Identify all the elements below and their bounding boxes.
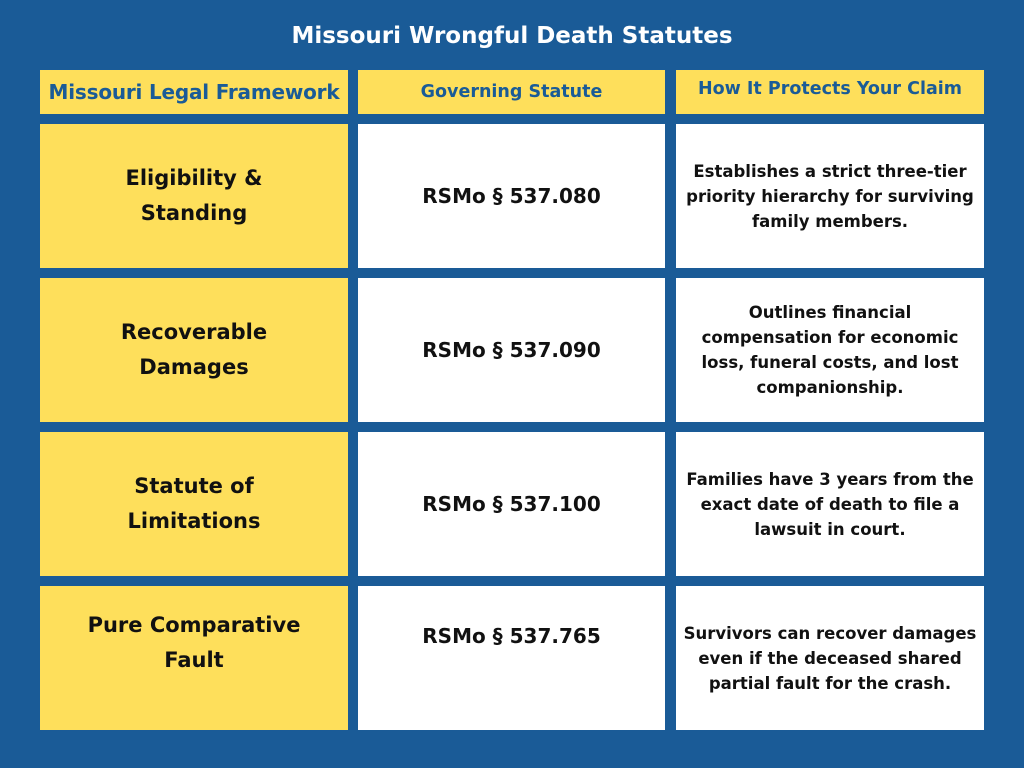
protection-cell: Families have 3 years from the exact date of death to file a lawsuit in court. [676, 432, 984, 576]
framework-cell: Pure Comparative Fault [40, 586, 348, 730]
framework-cell: Statute of Limitations [40, 432, 348, 576]
statute-cell: RSMo § 537.080 [358, 124, 665, 268]
statute-cell: RSMo § 537.100 [358, 432, 665, 576]
header-statute: Governing Statute [358, 70, 665, 114]
protection-cell: Survivors can recover damages even if the deceased shared partial fault for the crash. [676, 586, 984, 730]
statute-cell: RSMo § 537.090 [358, 278, 665, 422]
protection-cell: Outlines financial compensation for economic loss, funeral costs, and lost companionship. [676, 278, 984, 422]
page-title: Missouri Wrongful Death Statutes [291, 23, 733, 49]
header-framework: Missouri Legal Framework [40, 70, 348, 114]
framework-cell: Eligibility & Standing [40, 124, 348, 268]
protection-cell: Establishes a strict three-tier priority hierarchy for surviving family members. [676, 124, 984, 268]
statute-cell: RSMo § 537.765 [358, 586, 665, 730]
header-protection: How It Protects Your Claim [676, 70, 984, 114]
framework-cell: Recoverable Damages [40, 278, 348, 422]
